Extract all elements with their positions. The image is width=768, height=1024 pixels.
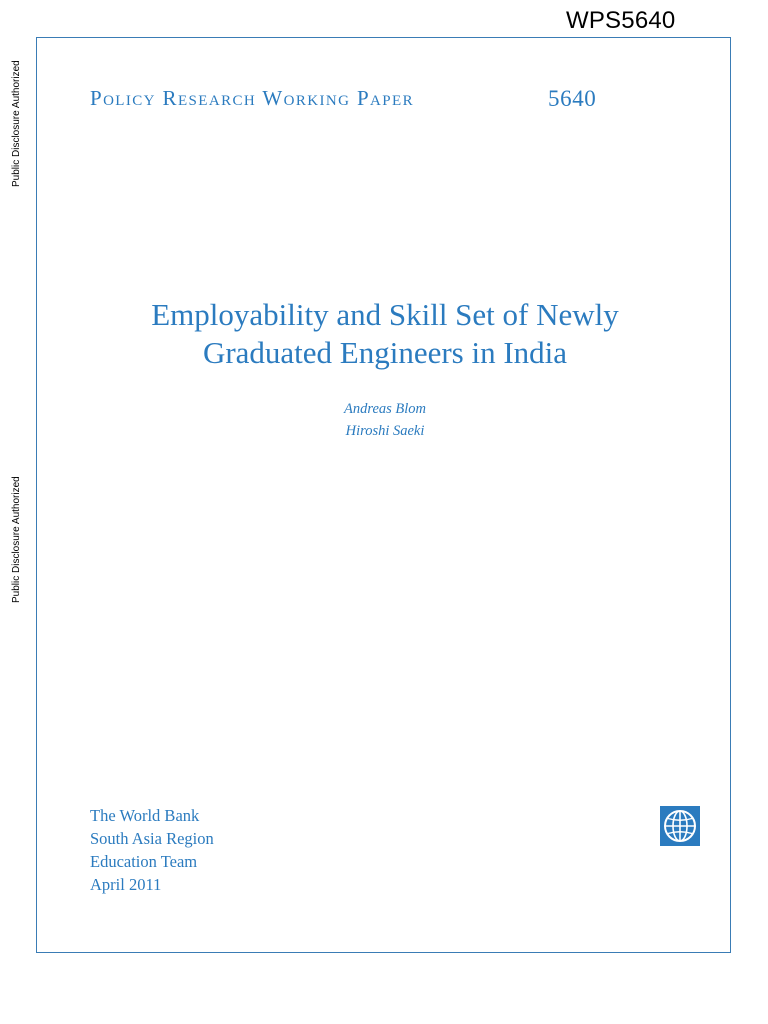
- title-line-2: Graduated Engineers in India: [202, 335, 568, 370]
- publication-date: April 2011: [90, 875, 162, 894]
- author-2: Hiroshi Saeki: [345, 423, 425, 439]
- publisher-block: [90, 804, 214, 896]
- publisher-team: Education Team: [90, 852, 198, 871]
- author-1: Andreas Blom: [343, 401, 427, 417]
- author-list: [40, 398, 730, 442]
- title-line-1: Employability and Skill Set of Newly: [151, 297, 619, 332]
- side-stamp-top: Public Disclosure Authorized: [11, 60, 22, 187]
- document-code: WPS5640: [566, 7, 676, 34]
- side-stamp-middle: Public Disclosure Authorized: [11, 476, 22, 603]
- paper-title: [40, 296, 730, 372]
- publisher-region: South Asia Region: [90, 829, 214, 848]
- world-bank-globe-icon: [660, 806, 700, 846]
- series-label: Policy Research Working Paper: [90, 86, 414, 110]
- paper-number: 5640: [548, 86, 597, 111]
- publisher-organization: The World Bank: [90, 806, 200, 825]
